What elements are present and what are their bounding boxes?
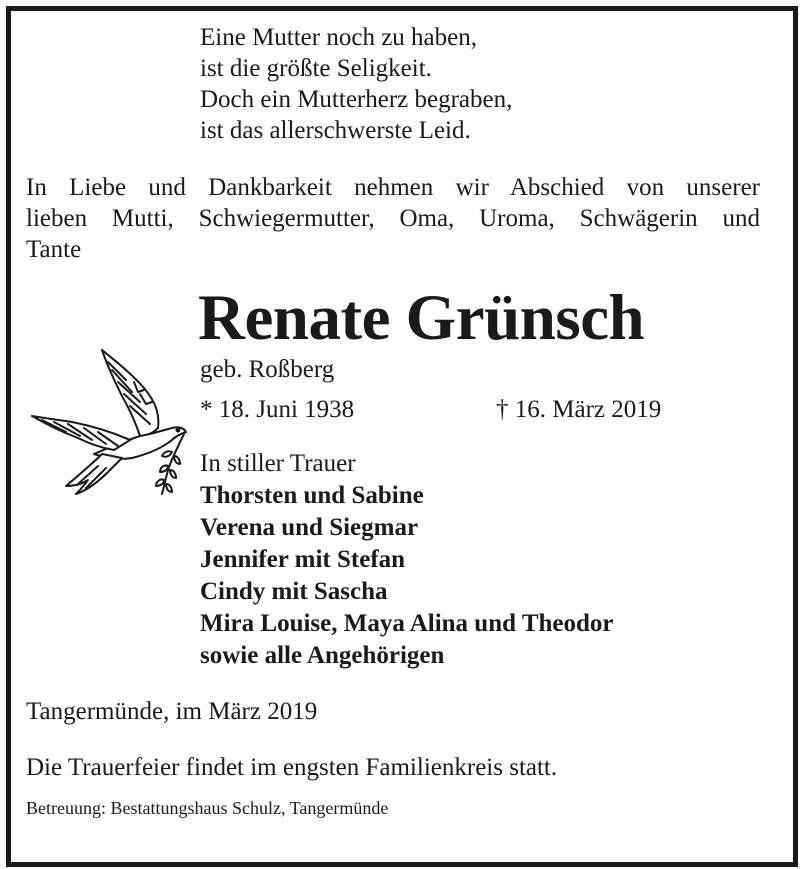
family-member: Cindy mit Sascha — [200, 578, 388, 605]
place-date: Tangermünde, im März 2019 — [26, 698, 318, 725]
intro-line: Tante — [26, 236, 82, 263]
ceremony-note: Die Trauerfeier findet im engsten Familienkreis statt. — [26, 754, 558, 781]
maiden-name: geb. Roßberg — [200, 356, 335, 383]
birth-date: * 18. Juni 1938 — [200, 396, 355, 423]
family-list — [200, 480, 614, 672]
mourners-lead: In stiller Trauer — [200, 450, 356, 477]
funeral-home-credit: Betreuung: Bestattungshaus Schulz, Tangermünde — [26, 798, 389, 818]
family-member: Verena und Siegmar — [200, 514, 419, 541]
family-member: Thorsten und Sabine — [200, 482, 424, 509]
family-member: Jennifer mit Stefan — [200, 546, 406, 573]
poem-line: Doch ein Mutterherz begraben, — [200, 86, 513, 113]
intro-text — [26, 172, 760, 265]
intro-line: lieben Mutti, Schwiegermutter, Oma, Uroma, Schwägerin und — [26, 205, 760, 232]
poem — [200, 22, 512, 146]
poem-line: ist das allerschwerste Leid. — [200, 117, 471, 144]
poem-line: Eine Mutter noch zu haben, — [200, 24, 477, 51]
poem-line: ist die größte Seligkeit. — [200, 55, 432, 82]
deceased-name: Renate Grünsch — [198, 282, 645, 354]
intro-line: In Liebe und Dankbarkeit nehmen wir Abschied von unserer — [26, 174, 760, 201]
family-member: sowie alle Angehörigen — [200, 642, 445, 669]
dove-icon — [22, 340, 202, 505]
family-member: Mira Louise, Maya Alina und Theodor — [200, 610, 614, 637]
mourners-block — [200, 448, 614, 672]
death-date: † 16. März 2019 — [496, 396, 662, 423]
